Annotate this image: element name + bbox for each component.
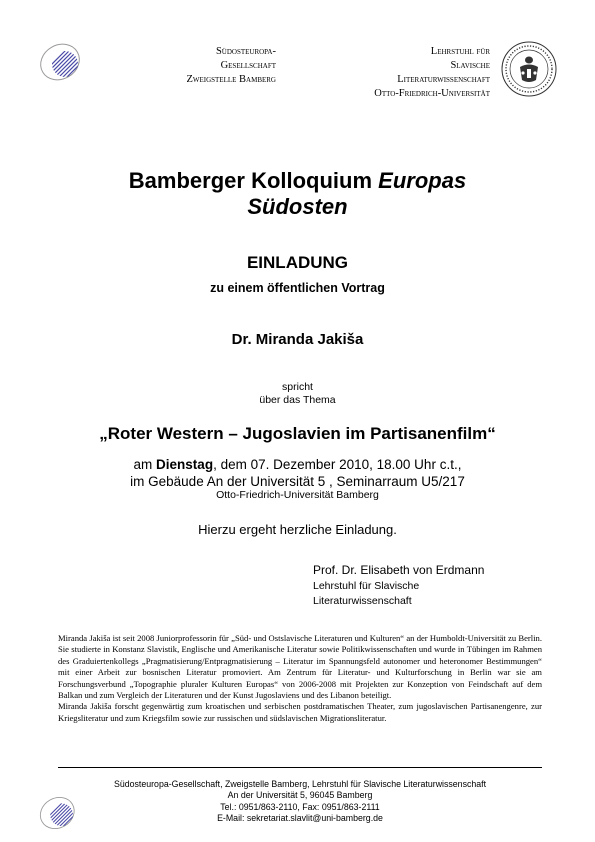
footer-address: An der Universität 5, 96045 Bamberg — [227, 790, 373, 801]
title-line1-italic: Europas — [378, 168, 467, 193]
sog-logo-icon — [38, 38, 86, 86]
topic-intro — [0, 381, 595, 407]
signature-block — [313, 562, 484, 609]
header-society — [130, 45, 276, 87]
signature-line2: Lehrstuhl für Slavische — [313, 580, 420, 592]
footer-email[interactable]: E-Mail: sekretariat.slavlit@uni-bamberg.de — [217, 813, 383, 824]
greeting: Hierzu ergeht herzliche Einladung. — [198, 522, 397, 537]
signature-line3: Literaturwissenschaft — [313, 595, 412, 607]
university-seal-icon — [500, 40, 558, 98]
speaker-biography — [58, 633, 542, 724]
invitation-subheading: zu einem öffentlichen Vortrag — [210, 281, 385, 295]
event-date-line — [0, 456, 595, 473]
title-line1-normal: Bamberger Kolloquium — [128, 168, 379, 193]
bio-paragraph-2: Miranda Jakiša forscht gegenwärtig zum kroatischen und serbischen postdramatischen Theater, zum jugoslavischen Partisanengenre, zur Kriegsliteratur und zum Kriegsfilm sowie zur russischen und südslavischen Migrationsliteratur. — [58, 701, 542, 723]
topic-intro-line1: spricht — [282, 381, 313, 393]
event-university: Otto-Friedrich-Universität Bamberg — [216, 489, 379, 501]
header-society-line3: Zweigstelle Bamberg — [186, 74, 276, 85]
speaker-name: Dr. Miranda Jakiša — [231, 331, 364, 348]
footer-phone: Tel.: 0951/863-2110, Fax: 0951/863-2111 — [220, 801, 380, 812]
header-society-line1: Südosteuropa- — [215, 46, 276, 57]
event-location: im Gebäude An der Universität 5 , Seminarraum U5/217 — [130, 474, 465, 489]
event-series-title — [0, 168, 595, 220]
header-chair-line3: Literaturwissenschaft — [397, 74, 490, 85]
header-chair-line4: Otto-Friedrich-Universität — [374, 88, 490, 99]
footer-divider — [58, 767, 542, 768]
footer-line1: Südosteuropa-Gesellschaft, Zweigstelle Bamberg, Lehrstuhl für Slavische Literaturwissenschaft — [113, 779, 487, 789]
title-line2-italic: Südosten — [247, 194, 348, 219]
event-date-rest: , dem 07. Dezember 2010, 18.00 Uhr c.t., — [213, 457, 462, 472]
lecture-topic: „Roter Western – Jugoslavien im Partisanenfilm“ — [99, 424, 496, 443]
header-chair-line1: Lehrstuhl für — [430, 46, 490, 57]
signature-name: Prof. Dr. Elisabeth von Erdmann — [313, 563, 485, 577]
event-date-prefix: am — [133, 457, 157, 472]
event-weekday: Dienstag — [156, 457, 214, 472]
invitation-heading: EINLADUNG — [246, 253, 349, 272]
event-details — [0, 456, 595, 490]
header-chair-line2: Slavische — [450, 60, 490, 71]
footer-contact — [60, 779, 540, 825]
header-chair — [294, 45, 490, 101]
bio-paragraph-1: Miranda Jakiša ist seit 2008 Juniorprofessorin für „Süd- und Ostslavische Literaturen und Kulturen“ an der Humboldt-Universität zu Berlin. Sie studierte in Konstanz Slavistik, Englische und Amerikanische Literatur sowie Politikwissenschaften und wurde in Tübingen im Rahmen des Graduiertenkollegs „Pragmatisierung/Entpragmatisierung – Literatur im Spannungsfeld autonomer und heteronomer Bestimmungen“ mit einer Arbeit zur bosnischen Literatur promoviert. Am Zentrum für Literatur- und Kulturforschung in Berlin war sie am Forschungsverbund „Topographie pluraler Kulturen Europas“ von 2006-2008 mit Projekten zur Konzeption von Feindschaft auf dem Balkan und zum Vergleich der Literaturen und der Kunst Jugoslaviens und des Libanon beteiligt. — [58, 633, 542, 701]
header-society-line2: Gesellschaft — [220, 60, 276, 71]
topic-intro-line2: über das Thema — [259, 394, 336, 406]
